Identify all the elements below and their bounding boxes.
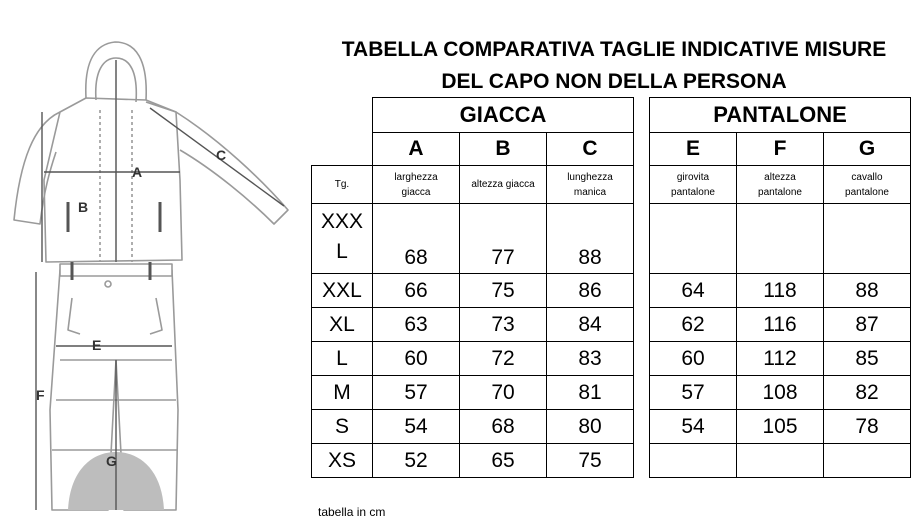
value-cell: 77: [460, 204, 547, 274]
page-title: [314, 34, 914, 98]
size-cell: XS: [312, 444, 373, 478]
table-row: [650, 342, 911, 376]
size-cell: M: [312, 376, 373, 410]
value-cell: 83: [547, 342, 634, 376]
value-cell: 116: [737, 308, 824, 342]
footnote: tabella in cm: [318, 505, 386, 519]
jacket-desc-a: larghezza giacca: [373, 166, 460, 204]
size-column-label: Tg.: [312, 166, 373, 204]
value-cell: 52: [373, 444, 460, 478]
table-row: [650, 274, 911, 308]
table-row: [650, 444, 911, 478]
title-line-1: TABELLA COMPARATIVA TAGLIE INDICATIVE MISURE: [341, 38, 887, 61]
value-cell: 85: [824, 342, 911, 376]
value-cell: 66: [373, 274, 460, 308]
label-a: A: [132, 164, 143, 180]
jacket-sleeve-left: [14, 112, 60, 224]
value-cell: 75: [547, 444, 634, 478]
jacket-header: GIACCA: [373, 98, 634, 133]
table-row: [312, 376, 634, 410]
jacket-desc-c: lunghezza manica: [547, 166, 634, 204]
label-c: C: [216, 147, 227, 163]
value-cell: 60: [650, 342, 737, 376]
value-cell: [650, 444, 737, 478]
value-cell: 68: [460, 410, 547, 444]
value-cell: 87: [824, 308, 911, 342]
label-b: B: [78, 199, 89, 215]
trousers-desc-e: girovita pantalone: [650, 166, 737, 204]
value-cell: 81: [547, 376, 634, 410]
value-cell: 88: [547, 204, 634, 274]
table-row: [650, 410, 911, 444]
label-f: F: [36, 387, 45, 403]
value-cell: [737, 444, 824, 478]
title-line-2: DEL CAPO NON DELLA PERSONA: [441, 70, 787, 93]
trousers-desc-g: cavallo pantalone: [824, 166, 911, 204]
jacket-letter-a: A: [373, 133, 460, 166]
trousers-header: PANTALONE: [650, 98, 911, 133]
value-cell: 57: [650, 376, 737, 410]
jacket-letter-c: C: [547, 133, 634, 166]
garment-illustration: [0, 0, 310, 521]
trousers-size-table: [649, 97, 911, 478]
label-e: E: [92, 337, 102, 353]
label-g: G: [106, 453, 117, 469]
jacket-desc-b: altezza giacca: [460, 166, 547, 204]
table-row: [312, 274, 634, 308]
table-row: [650, 204, 911, 274]
trousers-letter-f: F: [737, 133, 824, 166]
jacket-letter-b: B: [460, 133, 547, 166]
value-cell: 75: [460, 274, 547, 308]
value-cell: 73: [460, 308, 547, 342]
value-cell: 68: [373, 204, 460, 274]
value-cell: 88: [824, 274, 911, 308]
value-cell: 70: [460, 376, 547, 410]
value-cell: 80: [547, 410, 634, 444]
value-cell: 57: [373, 376, 460, 410]
value-cell: [737, 204, 824, 274]
jacket-size-table: [311, 97, 634, 478]
size-cell: XL: [312, 308, 373, 342]
value-cell: 86: [547, 274, 634, 308]
table-row: [650, 376, 911, 410]
table-row: [312, 308, 634, 342]
trousers-letter-g: G: [824, 133, 911, 166]
table-row: [312, 444, 634, 478]
size-cell: S: [312, 410, 373, 444]
value-cell: 63: [373, 308, 460, 342]
size-cell: L: [312, 342, 373, 376]
value-cell: 82: [824, 376, 911, 410]
trousers-desc-f: altezza pantalone: [737, 166, 824, 204]
trousers-letter-e: E: [650, 133, 737, 166]
value-cell: 108: [737, 376, 824, 410]
value-cell: 72: [460, 342, 547, 376]
value-cell: 54: [650, 410, 737, 444]
value-cell: 64: [650, 274, 737, 308]
jacket-body: [44, 98, 182, 262]
table-row: [312, 342, 634, 376]
value-cell: 54: [373, 410, 460, 444]
table-row: [312, 410, 634, 444]
table-row: [650, 308, 911, 342]
size-cell: XXX L: [312, 204, 373, 274]
value-cell: 118: [737, 274, 824, 308]
value-cell: [824, 444, 911, 478]
value-cell: [650, 204, 737, 274]
value-cell: 112: [737, 342, 824, 376]
size-cell: XXL: [312, 274, 373, 308]
value-cell: 78: [824, 410, 911, 444]
table-row: [312, 204, 634, 274]
value-cell: 60: [373, 342, 460, 376]
value-cell: 62: [650, 308, 737, 342]
value-cell: 65: [460, 444, 547, 478]
value-cell: [824, 204, 911, 274]
value-cell: 105: [737, 410, 824, 444]
value-cell: 84: [547, 308, 634, 342]
